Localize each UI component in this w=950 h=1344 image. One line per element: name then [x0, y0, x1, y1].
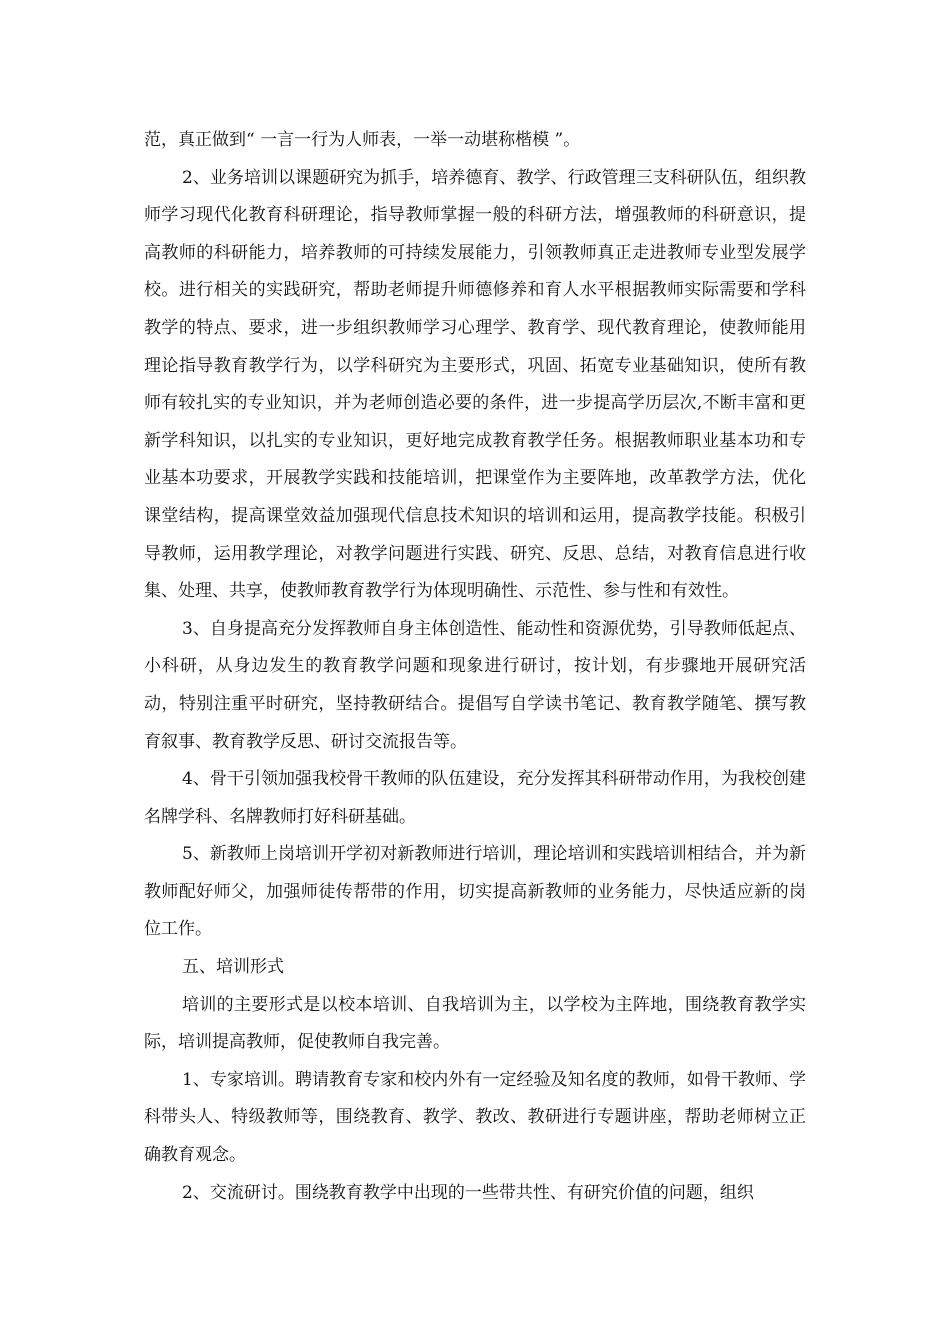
paragraph-business-training: 2、业务培训以课题研究为抓手，培养德育、教学、行政管理三支科研队伍，组织教师学习现代化教育科研理论，指导教师掌握一般的科研方法，增强教师的科研意识，提高教师的科研能力，培养教师的可持续发展能力，引领教师真正走进教师专业型发展学校。进行相关的实践研究，帮助老师提升师德修养和育人水平根据教师实际需要和学科教学的特点、要求，进一步组织教师学习心理学、教育学、现代教育理论，使教师能用理论指导教育教学行为，以学科研究为主要形式，巩固、拓宽专业基础知识，使所有教师有较扎实的专业知识，并为老师创造必要的条件，进一步提高学历层次,不断丰富和更新学科知识，以扎实的专业知识，更好地完成教育教学任务。根据教师职业基本功和专业基本功要求，开展教学实践和技能培训，把课堂作为主要阵地，改革教学方法，优化课堂结构，提高课堂效益加强现代信息技术知识的培训和运用，提高教学技能。积极引导教师，运用教学理论，对教学问题进行实践、研究、反思、总结，对教育信息进行收集、处理、共享，使教师教育教学行为体现明确性、示范性、参与性和有效性。: [144, 167, 806, 602]
paragraph-expert-training: 1、专家培训。聘请教育专家和校内外有一定经验及知名度的教师，如骨干教师、学科带头人、特级教师等，围绕教育、教学、教改、教研进行专题讲座，帮助老师树立正确教育观念。: [144, 1069, 806, 1166]
paragraph-continuation: 范，真正做到“ 一言一行为人师表，一举一动堪称楷模 ”。: [144, 130, 581, 150]
paragraph-backbone-leading: 4、骨干引领加强我校骨干教师的队伍建设，充分发挥其科研带动作用，为我校创建名牌学科、名牌教师打好科研基础。: [144, 769, 806, 827]
paragraph-exchange-discussion: 2、交流研讨。围绕教育教学中出现的一些带共性、有研究价值的问题，组织: [182, 1182, 754, 1203]
paragraph-new-teacher-training: 5、新教师上岗培训开学初对新教师进行培训，理论培训和实践培训相结合，并为新教师配好师父，加强师徒传帮带的作用，切实提高新教师的业务能力，尽快适应新的岗位工作。: [144, 844, 806, 940]
paragraph-training-form-intro: 培训的主要形式是以校本培训、自我培训为主，以学校为主阵地，围绕教育教学实际，培训提高教师，促使教师自我完善。: [144, 994, 806, 1053]
paragraph-self-improvement: 3、自身提高充分发挥教师自身主体创造性、能动性和资源优势，引导教师低起点、小科研，从身边发生的教育教学问题和现象进行研讨，按计划，有步骤地开展研究活动，特别注重平时研究，坚持教研结合。提倡写自学读书笔记、教育教学随笔、撰写教育叙事、教育教学反思、研讨交流报告等。: [144, 618, 806, 752]
section-heading-training-form: 五、培训形式: [182, 957, 284, 978]
document-body: [144, 122, 806, 1212]
